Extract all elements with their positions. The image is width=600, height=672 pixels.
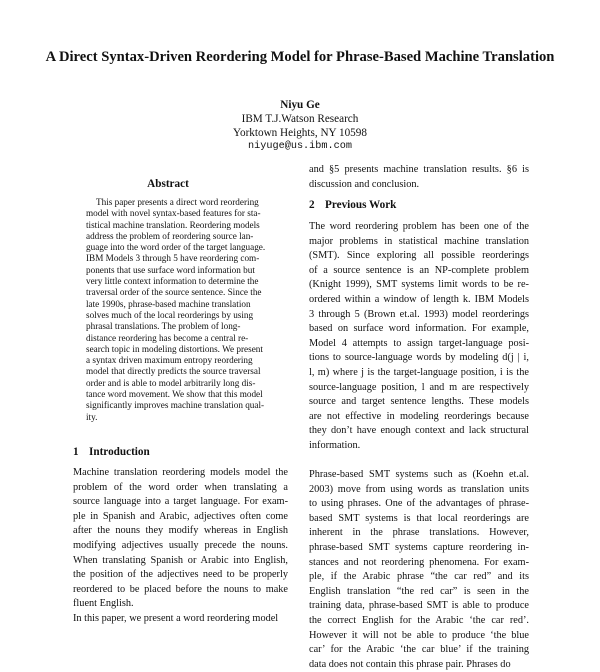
text-line: information. <box>309 439 361 451</box>
section-heading-previous-work <box>309 199 396 211</box>
text-line: major problems in statistical machine translation <box>309 235 529 247</box>
section-title: Previous Work <box>325 199 397 211</box>
text-line: reordered to be placed before the nouns to make <box>73 583 288 595</box>
text-line: The word reordering problem has been one of the <box>309 221 529 232</box>
text-line: very little context information to determine the <box>86 276 259 287</box>
text-line: car’ for the Arabic ‘the car blue’ if the training <box>309 644 529 656</box>
text-line: significantly improves machine translation qual- <box>86 400 265 411</box>
author-block <box>150 99 450 154</box>
author-email[interactable]: niyuge@us.ibm.com <box>248 141 352 153</box>
text-line: stances and not reordering phenomena. For exam- <box>309 556 529 568</box>
text-line: solves much of the local reorderings by using <box>86 309 254 320</box>
text-line: discussion and conclusion. <box>309 178 420 190</box>
section-number: 1 <box>73 446 79 458</box>
paragraph-gap <box>309 454 529 469</box>
text-line: In this paper, we present a word reordering model <box>73 612 279 624</box>
text-line: and §5 presents machine translation results. §6 is <box>309 164 529 175</box>
text-line: ple in Spanish and Arabic, adjectives often come <box>73 510 288 522</box>
text-line: source-language position, l and m are respectively <box>309 381 529 393</box>
text-line: training data, phrase-based SMT is able to produce <box>309 600 529 612</box>
text-line: 3 through 5 (Brown et.al. 1993) model reorderings <box>309 308 529 320</box>
text-line: phrasal translations. The problem of long- <box>86 321 241 332</box>
text-line: English translation “the red car” is seen in the <box>309 585 529 597</box>
text-line: modifying adjectives usually precede the nouns. <box>73 539 288 551</box>
text-line: However it will not be able to produce ‘the blue <box>309 629 529 641</box>
text-line: late 1990s, phrase-based machine translation <box>86 298 251 309</box>
text-line: tance word movement. We show that this model <box>86 389 263 400</box>
text-line: traversal order of the source sentence. Since the <box>86 287 262 298</box>
text-line: inherent in the phrase translations. However, <box>309 527 529 539</box>
right-column-intro <box>309 163 529 192</box>
text-line: This paper presents a direct word reordering <box>96 197 259 207</box>
text-line: ple, if the Arabic phrase “the car red” and its <box>309 571 529 583</box>
text-line: search topic in modeling distortions. We present <box>86 343 263 354</box>
text-line: based SMT systems is that local reorderings are <box>309 512 529 524</box>
text-line: they don’t have enough context and lack structural <box>309 425 529 437</box>
author-address: Yorktown Heights, NY 10598 <box>233 126 367 139</box>
text-line: data does not contain this phrase pair. Phrases do <box>309 658 511 670</box>
abstract-heading: Abstract <box>147 178 189 190</box>
text-line: 2003) move from using words as translation units <box>309 483 529 495</box>
text-line: fluent English. <box>73 598 134 610</box>
text-line: tions to source-language words by modeling d(j | i, <box>309 352 529 364</box>
text-line: (SMT). Since exploring all possible reorderings <box>309 250 529 262</box>
section-title: Introduction <box>89 446 150 458</box>
text-line: a syntax driven maximum entropy reordering <box>86 355 253 366</box>
text-line: Machine translation reordering models model the <box>73 467 288 478</box>
text-line: source and target sentence lengths. These models <box>309 396 529 408</box>
section-heading-introduction <box>73 446 150 458</box>
text-line: distance reordering has become a central re- <box>86 332 249 343</box>
text-line: When translating Spanish or Arabic into English, <box>73 554 288 566</box>
text-line: phrase-based SMT systems capture reordering in- <box>309 542 529 554</box>
text-line: ordered within a window of length k. IBM Models <box>309 293 529 305</box>
text-line: l, m) where j is the target-language position, i is the <box>309 366 529 378</box>
text-line: problem of the word order when translating a <box>73 481 288 493</box>
text-line: address the problem of reordering source lan- <box>86 230 254 241</box>
author-name: Niyu Ge <box>280 99 320 111</box>
introduction-body <box>73 466 288 627</box>
text-line: to using phrases. One of the advantages of phrase- <box>309 498 529 510</box>
author-affiliation: IBM T.J.Watson Research <box>241 112 359 125</box>
text-line: model that directly predicts the source traversal <box>86 366 261 377</box>
text-line: (Knight 1999), SMT systems limit words to be re- <box>309 279 529 291</box>
text-line: after the nouns they modify whereas in English <box>73 525 288 537</box>
text-line: Model 4 attempts to assign target-language posi- <box>309 337 529 349</box>
previous-work-body <box>309 220 529 672</box>
text-line: source language into a target language. For exam- <box>73 496 288 508</box>
section-number: 2 <box>309 199 315 211</box>
text-line: tistical machine translation. Reordering models <box>86 219 260 230</box>
paper-title: A Direct Syntax-Driven Reordering Model for Phrase-Based Machine Translation <box>45 49 555 65</box>
text-line: the position of the adjectives need to be properly <box>73 569 288 581</box>
text-line: of a source sentence is an NP-complete problem <box>309 264 529 276</box>
text-line: based on surface word information. For example, <box>309 323 529 335</box>
text-line: are not effective in modeling reorderings because <box>309 410 529 422</box>
text-line: IBM Models 3 through 5 have reordering com- <box>86 253 260 264</box>
text-line: ponents that use surface word information but <box>86 264 255 275</box>
text-line: Phrase-based SMT systems such as (Koehn et.al. <box>309 469 529 481</box>
abstract-body <box>86 197 272 423</box>
text-line: order and is able to model arbitrarily long dis- <box>86 377 256 388</box>
text-line: guage into the word order of the target language. <box>86 242 266 253</box>
text-line: model with novel syntax-based features for sta- <box>86 208 261 219</box>
text-line: the correct English for the Arabic ‘the car red’. <box>309 615 529 627</box>
text-line: ity. <box>86 411 98 422</box>
